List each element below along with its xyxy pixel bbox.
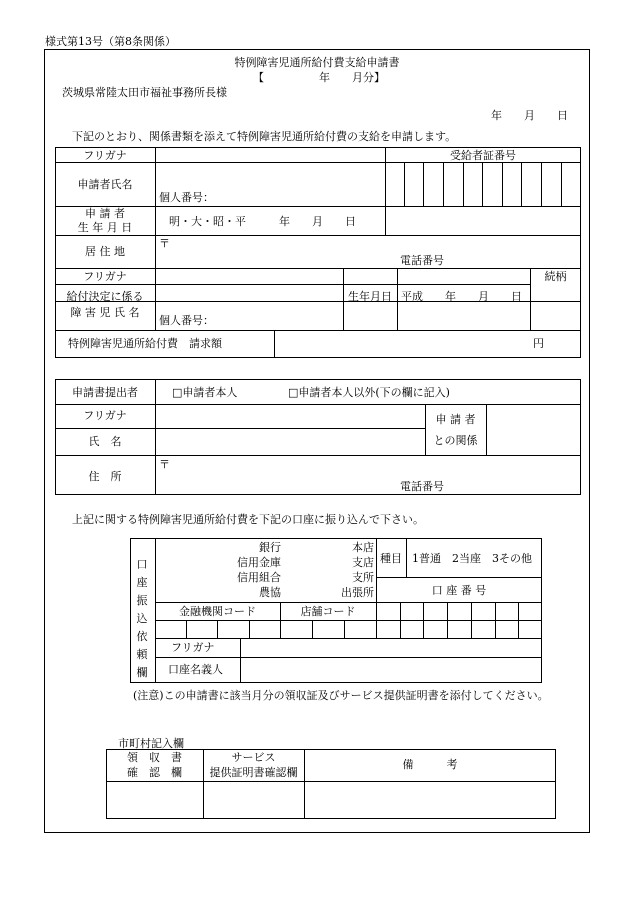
branch-type-main: 本店 (352, 541, 374, 554)
child-birth-label: 生年月日 (348, 290, 392, 303)
bank-intro: 上記に関する特例障害児通所給付費を下記の口座に振り込んで下さい。 (72, 513, 424, 526)
claim-amount-unit: 円 (533, 337, 544, 350)
bank-side-label: 口 座 振 込 依 頼 欄 (136, 558, 148, 679)
child-personal-number-label: 個人番号： (159, 314, 214, 327)
branch-type-sub: 出張所 (341, 586, 374, 599)
applicant-postal-mark: 〒 (159, 237, 170, 250)
intro-text: 下記のとおり、関係書類を添えて特例障害児通所給付費の支給を申請します。 (72, 130, 457, 143)
service-cert-label-2: 提供証明書確認欄 (209, 766, 298, 779)
branch-code-label: 店舗コード (300, 605, 356, 618)
application-date[interactable]: 年 月 日 (491, 109, 568, 122)
child-name-label-1: 給付決定に係る (66, 290, 144, 303)
branch-type-branch: 支店 (352, 556, 374, 569)
submitter-relation-label-2: との関係 (433, 434, 478, 447)
institution-type-bank: 銀行 (259, 541, 281, 554)
applicant-birth-label-2: 生 年 月 日 (77, 221, 133, 234)
form-title: 特例障害児通所給付費支給申請書 (234, 56, 400, 69)
submitter-phone-label: 電話番号 (400, 480, 444, 493)
account-holder-label: 口座名義人 (168, 663, 223, 676)
branch-type-office: 支所 (352, 571, 374, 584)
submitter-label: 申請書提出者 (72, 386, 138, 399)
submitter-self-checkbox[interactable]: □申請者本人 (172, 386, 238, 399)
claim-amount-label: 特例障害児通所給付費 請求額 (68, 337, 222, 350)
submitter-relation-label-1: 申 請 者 (435, 413, 476, 426)
service-cert-label-1: サービス (231, 751, 276, 764)
submitter-postal-mark: 〒 (159, 458, 170, 471)
remarks-label: 備 考 (402, 758, 458, 771)
submitter-address-label: 住 所 (88, 470, 122, 483)
applicant-birth-value[interactable]: 明・大・昭・平 年 月 日 (169, 215, 356, 228)
applicant-furigana-label: フリガナ (83, 149, 127, 162)
child-name-label-2: 障 害 児 氏 名 (70, 306, 140, 319)
submitter-other-checkbox[interactable]: □申請者本人以外(下の欄に記入) (288, 386, 450, 399)
receipt-check-label-2: 確 認 欄 (127, 766, 182, 779)
addressee: 茨城県常陸太田市福祉事務所長様 (62, 86, 227, 99)
account-type-label: 種目 (380, 552, 402, 565)
office-section-label: 市町村記入欄 (118, 737, 184, 750)
account-number-label: 口 座 番 号 (431, 584, 487, 597)
applicant-birth-label-1: 申 請 者 (85, 207, 125, 220)
period-field[interactable]: 【 年 月分】 (253, 71, 385, 84)
child-furigana-label: フリガナ (83, 270, 127, 283)
account-type-options[interactable]: 1普通 2当座 3その他 (412, 552, 532, 565)
applicant-phone-label: 電話番号 (400, 254, 444, 267)
institution-type-shinkin: 信用金庫 (237, 556, 281, 569)
receipt-check-label-1: 領 収 書 (127, 751, 182, 764)
recipient-number-label: 受給者証番号 (450, 149, 516, 162)
child-birth-value[interactable]: 平成 年 月 日 (401, 290, 522, 303)
institution-type-kumiai: 信用組合 (237, 571, 281, 584)
form-number: 様式第13号（第8条関係） (45, 35, 176, 48)
institution-type-nokyo: 農協 (259, 586, 281, 599)
submitter-furigana-label: フリガナ (83, 409, 127, 422)
applicant-personal-number-label: 個人番号： (159, 191, 214, 204)
attachment-note: (注意)この申請書に該当月分の領収証及びサービス提供証明書を添付してください。 (133, 689, 549, 702)
institution-code-label: 金融機関コード (179, 605, 256, 618)
applicant-name-label: 申請者氏名 (77, 178, 133, 191)
submitter-name-label: 氏 名 (88, 435, 122, 448)
bank-furigana-label: フリガナ (171, 641, 215, 654)
applicant-address-label: 居 住 地 (85, 245, 125, 258)
child-relation-label: 続柄 (544, 270, 567, 283)
